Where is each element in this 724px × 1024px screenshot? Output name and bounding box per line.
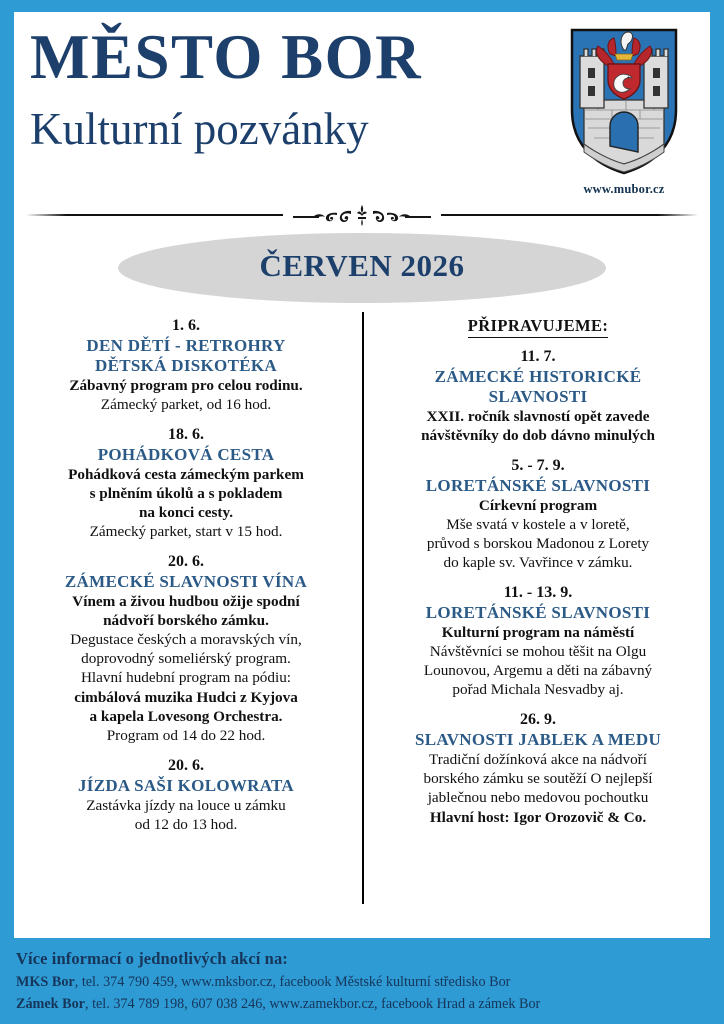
event-detail-line: Program od 14 do 22 hod. <box>106 726 266 744</box>
event-item <box>24 425 348 541</box>
event-detail-line: Lounovou, Argemu a děti na zábavný <box>423 662 653 680</box>
event-title: JÍZDA SAŠI KOLOWRATA <box>77 775 295 795</box>
poster-content-card <box>14 12 710 938</box>
event-date: 1. 6. <box>172 317 200 334</box>
event-title: DĚTSKÁ DISKOTÉKA <box>95 355 277 375</box>
column-divider <box>362 312 364 904</box>
event-title: LORETÁNSKÉ SLAVNOSTI <box>425 602 651 622</box>
ornamental-divider <box>18 202 706 228</box>
footer-contact-label: MKS Bor <box>16 973 75 990</box>
upcoming-heading: PŘIPRAVUJEME: <box>468 316 609 338</box>
event-detail-line: borského zámku se soutěží O nejlepší <box>423 770 653 788</box>
event-detail-line: s plněním úkolů a s pokladem <box>89 484 283 502</box>
page-subtitle: Kulturní pozvánky <box>30 104 369 154</box>
crest-block <box>560 26 688 197</box>
footer-heading: Více informací o jednotlivých akcí na: <box>16 949 288 968</box>
month-banner <box>14 228 710 316</box>
month-banner-label: ČERVEN 2026 <box>259 248 465 283</box>
event-detail-line: Kulturní program na náměstí <box>441 623 635 641</box>
footer-contact-label: Zámek Bor <box>16 995 85 1012</box>
event-item <box>376 583 700 699</box>
event-date: 11. - 13. 9. <box>503 584 573 602</box>
footer-contact-line <box>16 971 708 993</box>
event-detail-line: Pohádková cesta zámeckým parkem <box>68 465 304 483</box>
event-detail-line: pořad Michala Nesvadby aj. <box>452 681 624 699</box>
footer-contact-details: , tel. 374 789 198, 607 038 246, www.zamekbor.cz, facebook Hrad a zámek Bor <box>84 995 541 1012</box>
event-detail-line: návštěvníky do dob dávno minulých <box>421 426 655 444</box>
event-date: 20. 6. <box>168 756 204 774</box>
event-detail-line: Zámecký parket, start v 15 hod. <box>89 522 283 540</box>
event-detail-line: Tradiční dožínková akce na nádvoří <box>429 751 647 769</box>
event-detail-line: od 12 do 13 hod. <box>134 815 238 833</box>
event-title: SLAVNOSTI JABLEK A MEDU <box>414 730 662 750</box>
poster-footer <box>0 938 724 1024</box>
event-detail-line: Degustace českých a moravských vín, <box>70 631 302 649</box>
event-item <box>24 756 348 834</box>
events-columns <box>14 316 710 916</box>
footer-contact-line <box>16 993 708 1015</box>
event-detail-line: Zámecký parket, od 16 hod. <box>100 395 272 413</box>
event-item <box>376 347 700 445</box>
event-detail-line: Zastávka jízdy na louce u zámku <box>86 796 286 814</box>
event-title: ZÁMECKÉ HISTORICKÉ <box>434 366 642 386</box>
event-date: 20. 6. <box>168 553 204 571</box>
event-date: 11. 7. <box>520 348 556 365</box>
event-title: ZÁMECKÉ SLAVNOSTI VÍNA <box>64 571 308 591</box>
event-title: SLAVNOSTI <box>488 386 588 406</box>
event-detail-line: Zábavný program pro celou rodinu. <box>69 376 303 394</box>
event-detail-line: a kapela Lovesong Orchestra. <box>89 707 283 725</box>
website-url: www.mubor.cz <box>583 182 665 196</box>
event-detail-line: Hlavní host: Igor Orozovič & Co. <box>429 808 647 826</box>
event-detail-line: Hlavní hudební program na pódiu: <box>80 669 292 687</box>
page-title: MĚSTO BOR <box>30 22 423 92</box>
event-detail-line: cimbálová muzika Hudci z Kyjova <box>74 688 298 706</box>
bor-coat-of-arms-icon <box>560 26 688 176</box>
poster-header <box>14 12 710 202</box>
event-item <box>24 316 348 414</box>
event-detail-line: průvod s borskou Madonou z Lorety <box>426 534 650 552</box>
event-title: POHÁDKOVÁ CESTA <box>97 444 275 464</box>
event-item <box>376 456 700 572</box>
event-detail-line: Vínem a živou hudbou ožije spodní <box>72 592 300 610</box>
event-item <box>376 710 700 826</box>
events-column-current <box>24 316 362 916</box>
event-detail-line: jablečnou nebo medovou pochoutku <box>427 789 649 807</box>
event-date: 5. - 7. 9. <box>511 456 565 474</box>
event-list-upcoming <box>376 347 700 827</box>
event-detail-line: doprovodný someliérský program. <box>81 650 291 668</box>
event-title: DEN DĚTÍ - RETROHRY <box>86 335 286 355</box>
event-item <box>24 552 348 745</box>
title-block <box>30 16 575 152</box>
event-list-current <box>24 316 348 834</box>
event-detail-line: Mše svatá v kostele a v loretě, <box>446 515 630 533</box>
events-column-upcoming <box>362 316 700 916</box>
footer-contact-details: , tel. 374 790 459, www.mksbor.cz, facebook Městské kulturní středisko Bor <box>74 973 511 990</box>
event-date: 26. 9. <box>520 711 556 729</box>
event-detail-line: XXII. ročník slavností opět zavede <box>426 407 650 425</box>
footer-contact-lines <box>16 971 708 1015</box>
event-date: 18. 6. <box>168 425 204 443</box>
event-title: LORETÁNSKÉ SLAVNOSTI <box>425 475 651 495</box>
event-detail-line: nádvoří borského zámku. <box>103 611 269 629</box>
event-detail-line: na konci cesty. <box>138 503 234 521</box>
event-detail-line: Církevní program <box>478 496 598 514</box>
event-detail-line: do kaple sv. Vavřince v zámku. <box>443 553 633 571</box>
event-detail-line: Návštěvníci se mohou těšit na Olgu <box>429 642 647 660</box>
